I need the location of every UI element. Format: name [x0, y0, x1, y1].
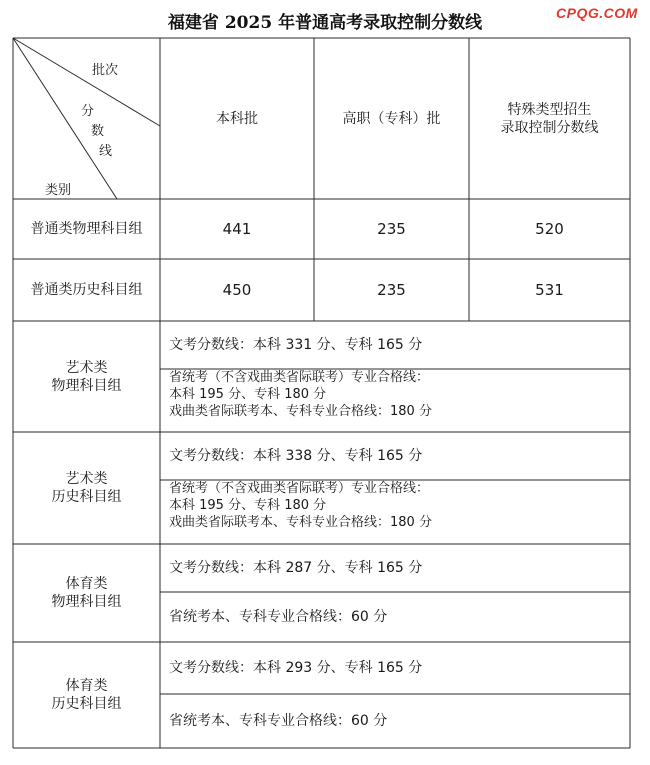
- header-gaozhi: 高职（专科）批: [342, 110, 441, 127]
- header-special-line1: 特殊类型招生: [507, 101, 592, 118]
- group-label-line2: 物理科目组: [51, 594, 122, 610]
- prof-line: 本科 195 分、专科 180 分: [169, 387, 327, 402]
- prof-line: 戏曲类省际联考本、专科专业合格线：180 分: [169, 515, 432, 530]
- score-physics-special: 520: [535, 220, 564, 238]
- art-physics-culture-line: 文考分数线：本科 331 分、专科 165 分: [169, 337, 423, 353]
- document-title: 福建省 2025 年普通高考录取控制分数线: [167, 13, 483, 33]
- group-label-line2: 历史科目组: [51, 489, 122, 505]
- header-benke: 本科批: [216, 110, 258, 127]
- group-label-pe-physics: [13, 544, 160, 642]
- art-physics-professional-lines: [160, 369, 630, 432]
- group-label-line1: 艺术类: [65, 471, 108, 487]
- prof-line: 本科 195 分、专科 180 分: [169, 498, 327, 513]
- score-history-zhuanke: 235: [377, 281, 406, 299]
- score-history-benke: 450: [222, 281, 252, 299]
- pe-history-culture-line: 文考分数线：本科 293 分、专科 165 分: [169, 660, 423, 676]
- art-history-culture-line: 文考分数线：本科 338 分、专科 165 分: [169, 448, 423, 464]
- corner-label-score-2: 数: [91, 124, 105, 139]
- group-label-line2: 物理科目组: [51, 377, 122, 394]
- group-label-art-history: [13, 432, 160, 544]
- group-label-line2: 历史科目组: [51, 696, 122, 712]
- group-label-line1: 体育类: [65, 576, 108, 592]
- corner-label-batch: 批次: [92, 63, 119, 78]
- group-label-line1: 体育类: [65, 678, 108, 694]
- corner-label-score-1: 分: [81, 104, 95, 119]
- corner-label-category: 类别: [45, 183, 72, 198]
- pe-physics-professional-line: 省统考本、专科专业合格线：60 分: [169, 609, 388, 625]
- prof-line: 省统考（不含戏曲类省际联考）专业合格线：: [169, 370, 430, 385]
- pe-history-professional-line: 省统考本、专科专业合格线：60 分: [169, 713, 388, 729]
- corner-label-score-3: 线: [99, 144, 113, 159]
- header-special-line2: 录取控制分数线: [500, 119, 599, 136]
- group-label-line1: 艺术类: [65, 359, 108, 376]
- group-label-pe-history: [13, 642, 160, 748]
- art-history-professional-lines: [160, 480, 630, 544]
- pe-physics-culture-line: 文考分数线：本科 287 分、专科 165 分: [169, 560, 423, 576]
- site-watermark: CPQG.COM: [556, 5, 638, 21]
- score-physics-zhuanke: 235: [377, 220, 406, 238]
- row-label-physics: 普通类物理科目组: [30, 221, 143, 237]
- score-physics-benke: 441: [222, 220, 252, 238]
- row-label-history: 普通类历史科目组: [30, 282, 143, 298]
- header-special: [469, 38, 630, 199]
- prof-line: 戏曲类省际联考本、专科专业合格线：180 分: [169, 404, 432, 419]
- score-history-special: 531: [535, 281, 564, 299]
- group-label-art-physics: [13, 321, 160, 432]
- prof-line: 省统考（不含戏曲类省际联考）专业合格线：: [169, 481, 430, 496]
